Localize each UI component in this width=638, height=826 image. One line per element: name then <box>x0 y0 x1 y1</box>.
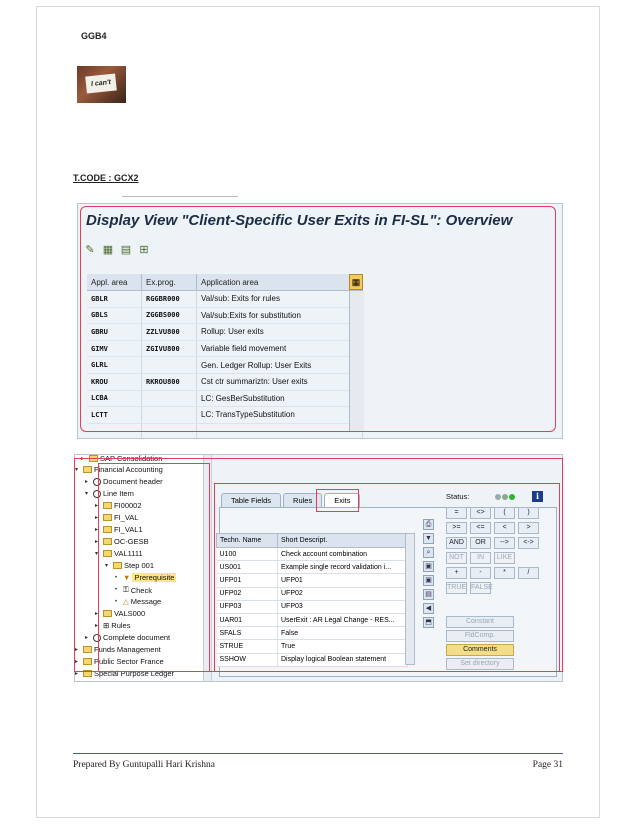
cell-name: US001 <box>217 561 278 574</box>
cell-desc: Rollup: User exits <box>197 324 363 341</box>
cell-desc: True <box>278 640 408 653</box>
cant-photo <box>77 66 126 103</box>
status-label: Status: <box>446 492 470 501</box>
cell-area: GLRL <box>87 357 142 374</box>
operator-button[interactable]: - <box>470 567 491 579</box>
cell-area: LCTT <box>87 407 142 424</box>
photo-caption: I can't <box>85 73 117 93</box>
cell-name: UFP02 <box>217 587 278 600</box>
tcode-heading: T.CODE : GCX2 <box>73 173 139 183</box>
operator-button[interactable]: >= <box>446 522 467 534</box>
operator-button[interactable]: ( <box>494 507 515 519</box>
cell-area: LCBA <box>87 390 142 407</box>
cell-prog: ZGIVU800 <box>142 340 197 357</box>
cell-desc: False <box>278 627 408 640</box>
tree-node[interactable]: ▸ SAP Consolidation <box>81 454 163 463</box>
column-header[interactable]: Techn. Name <box>217 534 278 548</box>
highlight-box <box>214 483 560 672</box>
tree-node[interactable]: ▾ Line Item <box>85 489 134 498</box>
tree-node[interactable]: ▸ Complete document <box>85 633 171 642</box>
local-file-icon[interactable]: ▤ <box>423 589 434 600</box>
cell-desc: UFP02 <box>278 587 408 600</box>
cell-desc: LC: GesBerSubstitution <box>197 390 363 407</box>
footer <box>73 760 563 770</box>
constant-button[interactable]: Constant <box>446 616 514 628</box>
cell-desc: LC: TransTypeSubstitution <box>197 407 363 424</box>
export-icon[interactable]: ⬒ <box>423 617 434 628</box>
tab-exits[interactable]: Exits <box>324 493 360 507</box>
save-icon[interactable]: ▣ <box>423 561 434 572</box>
operator-button[interactable]: / <box>518 567 539 579</box>
filter-icon: ▼ <box>123 573 131 582</box>
cell-desc: Val/sub:Exits for substitution <box>197 307 363 324</box>
operator-button[interactable]: > <box>518 522 539 534</box>
cell-name: UFP03 <box>217 600 278 613</box>
column-header[interactable]: Application area <box>197 274 363 291</box>
cell-prog: RKROU800 <box>142 373 197 390</box>
cell-desc: Gen. Ledger Rollup: User Exits <box>197 357 363 374</box>
tab-rules[interactable]: Rules <box>283 493 322 507</box>
operator-button[interactable]: AND <box>446 537 467 549</box>
tree-node[interactable]: ▾ VAL1111 <box>95 549 143 558</box>
operator-button[interactable]: * <box>494 567 515 579</box>
operator-button[interactable]: = <box>446 507 467 519</box>
operator-button[interactable]: IN <box>470 552 491 564</box>
filter-icon[interactable]: ▼ <box>423 533 434 544</box>
cell-area: GBLS <box>87 307 142 324</box>
operator-button[interactable]: <> <box>470 507 491 519</box>
tree-node[interactable]: ▸ ⊞ Rules <box>95 621 131 630</box>
tree-node[interactable]: ▾ Step 001 <box>105 561 155 570</box>
table-icon[interactable]: ▦ <box>102 244 114 256</box>
operator-button[interactable]: + <box>446 567 467 579</box>
cell-name: UFP01 <box>217 574 278 587</box>
cell-desc: UserExit : AR Legal Change - RES... <box>278 613 408 626</box>
export-icon[interactable]: ⊞ <box>139 244 149 256</box>
cell-name: U100 <box>217 548 278 561</box>
rules-icon: ⊞ <box>103 621 110 630</box>
tree-node[interactable]: • △ Message <box>115 597 162 606</box>
find-icon[interactable]: ⌕ <box>423 547 434 558</box>
column-settings-icon[interactable]: ▦ <box>349 274 363 290</box>
info-icon[interactable]: i <box>532 491 543 502</box>
print-icon[interactable]: ⎙ <box>423 519 434 530</box>
operator-button[interactable]: LIKE <box>494 552 515 564</box>
cell-desc: Example single record validation i... <box>278 561 408 574</box>
column-header[interactable]: Ex.prog. <box>142 274 197 291</box>
column-header[interactable]: Appl. area <box>87 274 142 291</box>
tree-node[interactable]: ▸ Public Sector France <box>75 657 164 666</box>
tree-node[interactable]: ▸ FI00002 <box>95 501 142 510</box>
cell-area: GBRU <box>87 324 142 341</box>
operator-button[interactable]: OR <box>470 537 491 549</box>
column-header[interactable]: Short Descript. <box>278 534 408 548</box>
highlight-box <box>98 463 210 672</box>
highlight-box <box>80 206 556 432</box>
footer-page: Page 31 <box>532 760 563 770</box>
set-directory-button[interactable]: Set directory <box>446 658 514 670</box>
cell-name: UAR01 <box>217 613 278 626</box>
cell-desc: Val/sub: Exits for rules <box>197 291 363 308</box>
tree-node[interactable]: ▸ OC-GESB <box>95 537 149 546</box>
operator-button[interactable]: < <box>494 522 515 534</box>
operator-button[interactable]: --> <box>494 537 515 549</box>
table-icon[interactable]: ▤ <box>120 244 132 256</box>
tree-node[interactable]: ▸ Special Purpose Ledger <box>75 669 175 678</box>
tree-node[interactable]: ▸ Document header <box>85 477 163 486</box>
header-label: GGB4 <box>81 31 107 41</box>
footer-rule <box>73 753 563 754</box>
divider <box>122 196 238 197</box>
cell-name: SSHOW <box>217 653 278 666</box>
cell-area: KROU <box>87 373 142 390</box>
cell-desc: Variable field movement <box>197 340 363 357</box>
tree-node[interactable]: ▾ Financial Accounting <box>75 465 163 474</box>
tree-node[interactable]: ▸ FI_VAL <box>95 513 139 522</box>
cell-prog: RGGBR000 <box>142 291 197 308</box>
tree-node[interactable]: • ⚿ Check <box>115 585 152 595</box>
cell-prog: ZGGBS000 <box>142 307 197 324</box>
check-icon: ⚿ <box>123 585 129 594</box>
cell-desc: Display logical Boolean statement <box>278 653 408 666</box>
message-icon: △ <box>123 597 129 606</box>
highlight-box <box>316 489 359 512</box>
fieldcomp-button[interactable]: FldComp. <box>446 630 514 642</box>
comments-button[interactable]: Comments <box>446 644 514 656</box>
tab-table-fields[interactable]: Table Fields <box>221 493 281 507</box>
screen-title: Display View "Client-Specific User Exits in FI-SL": Overview <box>86 212 513 229</box>
footer-author: Prepared By Guntupalli Hari Krishna <box>73 760 215 770</box>
operator-button[interactable]: NOT <box>446 552 467 564</box>
cell-area: GBLR <box>87 291 142 308</box>
tree-node[interactable]: • ▼ Prerequisite <box>115 573 175 582</box>
tree-node[interactable]: ▸ VALS000 <box>95 609 146 618</box>
cell-desc: Check account combination <box>278 548 408 561</box>
tree-node[interactable]: ▸ FI_VAL1 <box>95 525 143 534</box>
cell-desc: Cst ctr summariztn: User exits <box>197 373 363 390</box>
cell-desc: UFP03 <box>278 600 408 613</box>
tree-node[interactable]: ▸ Funds Management <box>75 645 161 654</box>
back-icon[interactable]: ◀ <box>423 603 434 614</box>
operator-button[interactable]: ) <box>518 507 539 519</box>
cell-desc: UFP01 <box>278 574 408 587</box>
glasses-icon[interactable]: ✎ <box>85 244 95 256</box>
operator-button[interactable]: <= <box>470 522 491 534</box>
operator-button[interactable]: <-> <box>518 537 539 549</box>
cell-prog: ZZLVU800 <box>142 324 197 341</box>
operator-button[interactable]: FALSE <box>470 582 491 594</box>
cell-name: STRUE <box>217 640 278 653</box>
save-icon[interactable]: ▣ <box>423 575 434 586</box>
cell-name: SFALS <box>217 627 278 640</box>
operator-button[interactable]: TRUE <box>446 582 467 594</box>
cell-area: GIMV <box>87 340 142 357</box>
